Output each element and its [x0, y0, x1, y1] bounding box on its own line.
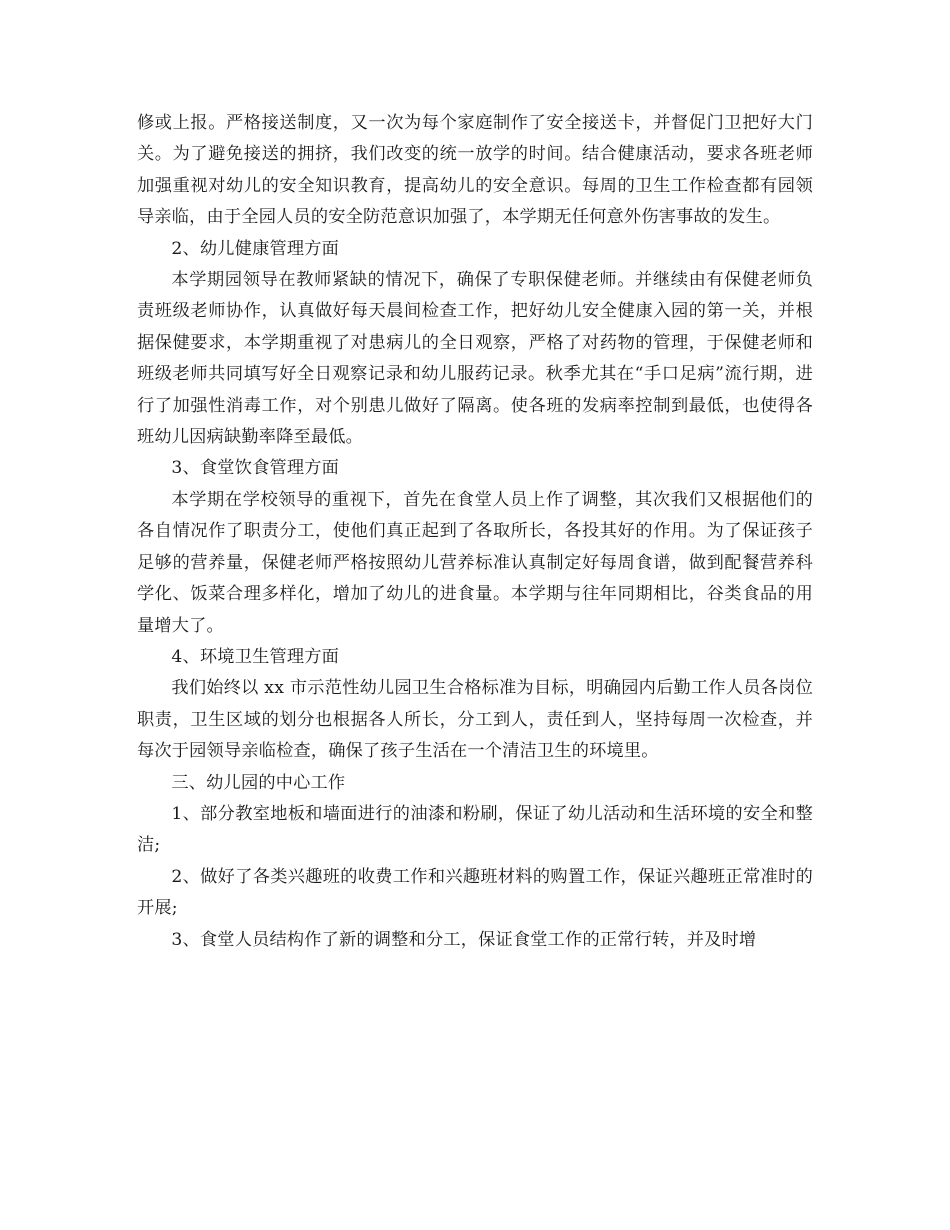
paragraph-central-work-item-2: 2、做好了各类兴趣班的收费工作和兴趣班材料的购置工作，保证兴趣班正常准时的开展;: [137, 866, 813, 919]
heading-canteen-management: 3、食堂饮食管理方面: [171, 458, 340, 479]
heading-health-management: 2、幼儿健康管理方面: [171, 238, 340, 259]
heading-environment-hygiene: 4、环境卫生管理方面: [171, 646, 340, 667]
paragraph-health-management: 本学期园领导在教师紧缺的情况下，确保了专职保健老师。并继续由有保健老师负责班级老师协作，认真做好每天晨间检查工作，把好幼儿安全健康入园的第一关，并根据保健要求，本学期重视了对患病儿的全日观察，严格了对药物的管理，于保健老师和班级老师共同填写好全日观察记录和幼儿服药记录。秋季尤其在“手口足病”流行期，进行了加强性消毒工作，对个别患儿做好了隔离。使各班的发病率控制到最低，也使得各班幼儿因病缺勤率降至最低。: [137, 270, 813, 448]
document-body: [137, 108, 813, 956]
heading-central-work: 三、幼儿园的中心工作: [171, 772, 346, 793]
paragraph-safety-continued: 修或上报。严格接送制度，又一次为每个家庭制作了安全接送卡，并督促门卫把好大门关。为了避免接送的拥挤，我们改变的统一放学的时间。结合健康活动，要求各班老师加强重视对幼儿的安全知识教育，提高幼儿的安全意识。每周的卫生工作检查都有园领导亲临，由于全园人员的安全防范意识加强了，本学期无任何意外伤害事故的发生。: [137, 113, 813, 228]
paragraph-canteen-management: 本学期在学校领导的重视下，首先在食堂人员上作了调整，其次我们又根据他们的各自情况作了职责分工，使他们真正起到了各取所长，各投其好的作用。为了保证孩子足够的营养量，保健老师严格按照幼儿营养标准认真制定好每周食谱，做到配餐营养科学化、饭菜合理多样化，增加了幼儿的进食量。本学期与往年同期相比，谷类食品的用量增大了。: [137, 489, 813, 636]
paragraph-central-work-item-3: 3、食堂人员结构作了新的调整和分工，保证食堂工作的正常行转，并及时增: [171, 929, 757, 950]
paragraph-central-work-item-1: 1、部分教室地板和墙面进行的油漆和粉刷，保证了幼儿活动和生活环境的安全和整洁;: [137, 803, 813, 856]
paragraph-environment-hygiene: 我们始终以 xx 市示范性幼儿园卫生合格标准为目标，明确园内后勤工作人员各岗位职责，卫生区域的划分也根据各人所长，分工到人，责任到人，坚持每周一次检查，并每次于园领导亲临检查，确保了孩子生活在一个清洁卫生的环境里。: [137, 678, 813, 762]
